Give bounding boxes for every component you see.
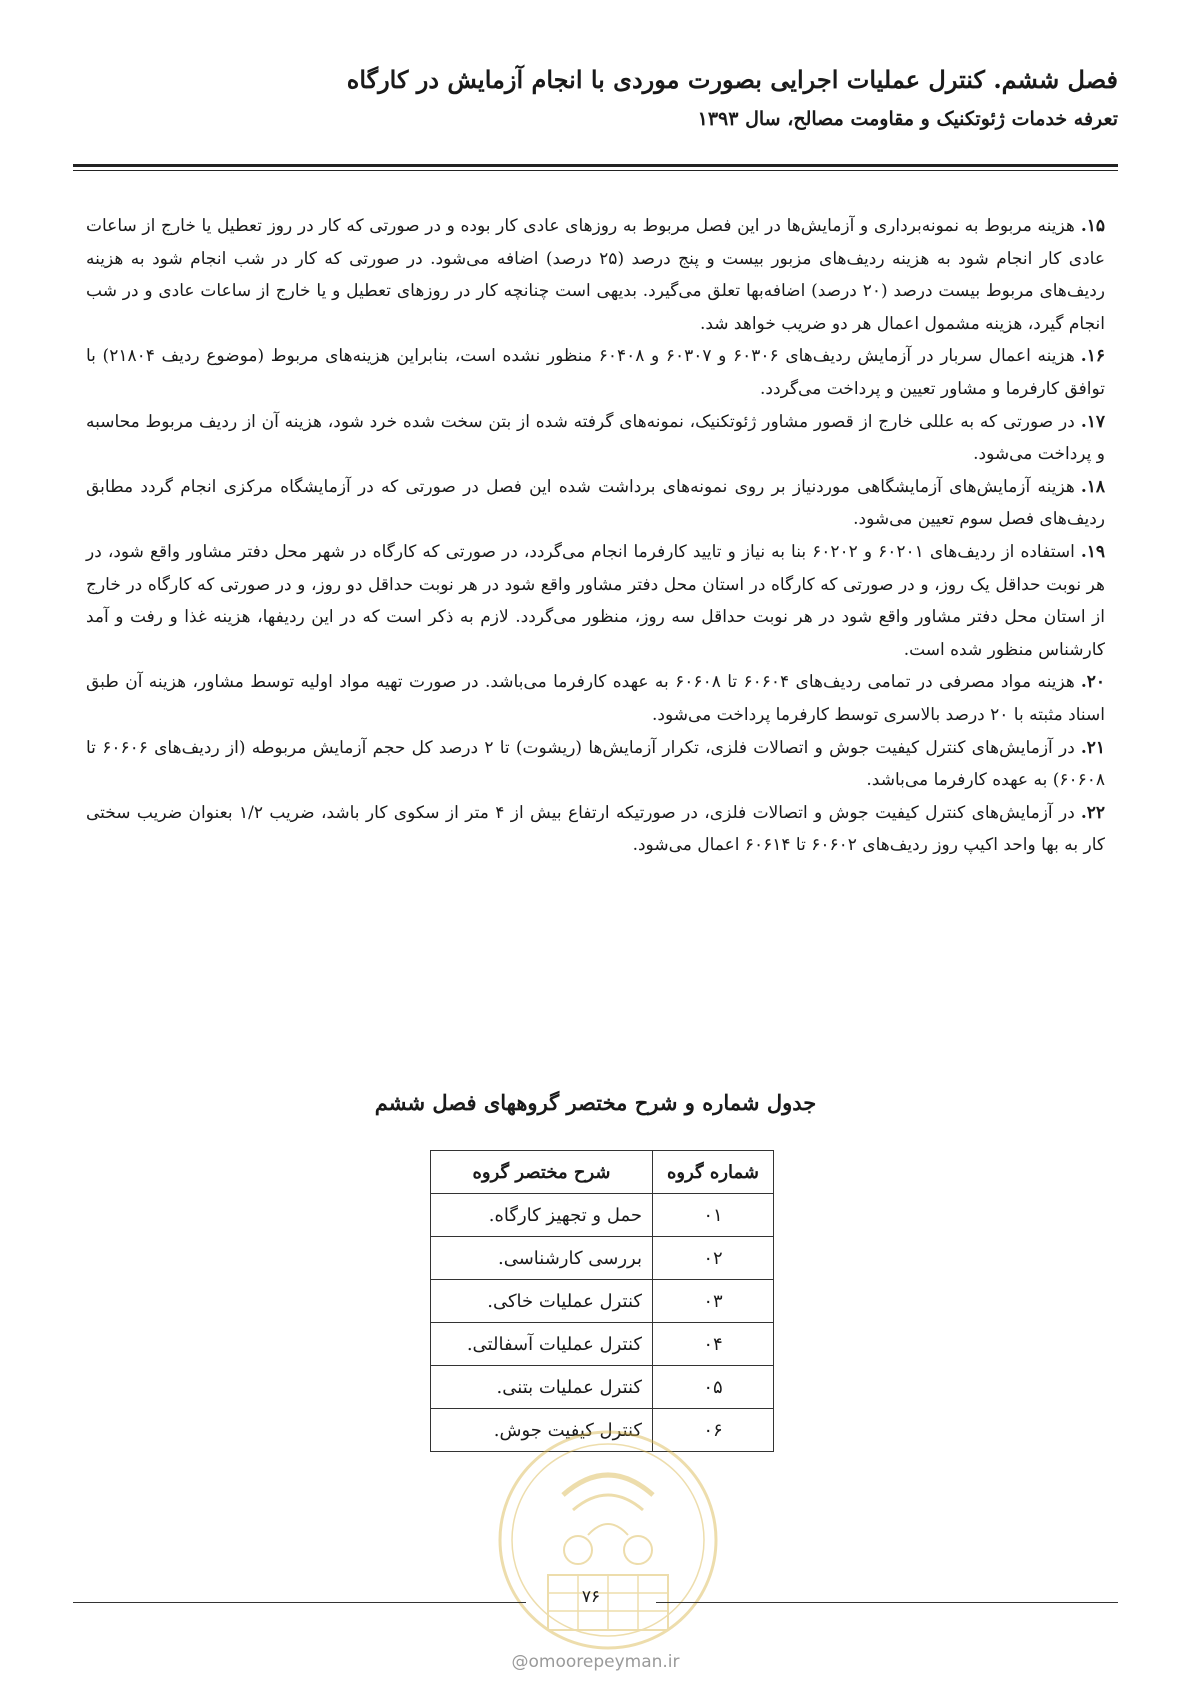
footer-rule-left [73,1602,526,1603]
page-number: ۷۶ [581,1587,601,1607]
groups-table [430,1150,774,1452]
note-item [86,797,1105,862]
group-description: کنترل عملیات خاکی. [431,1280,653,1323]
note-item [86,732,1105,797]
note-item [86,406,1105,471]
group-description: حمل و تجهیز کارگاه. [431,1194,653,1237]
group-description: کنترل عملیات بتنی. [431,1366,653,1409]
note-text: هزینه آزمایش‌های آزمایشگاهی موردنیاز بر روی نمونه‌های برداشت شده این فصل در صورتی که در آزمایشگاه مرکزی انجام گردد مطابق ردیف‌های فصل سوم تعیین می‌شود. [86,476,1105,530]
note-item [86,666,1105,731]
note-text: هزینه اعمال سربار در آزمایش ردیف‌های ۶۰۳۰۶ و ۶۰۳۰۷ و ۶۰۴۰۸ منظور نشده است، بنابراین هزینه‌های مربوط (موضوع ردیف ۲۱۸۰۴) با توافق کارفرما و مشاور تعیین و پرداخت می‌گردد. [86,346,1105,399]
note-number: ۲۲. [1080,802,1105,823]
page-header [73,58,1118,136]
note-text: در صورتی که به عللی خارج از قصور مشاور ژئوتکنیک، نمونه‌های گرفته شده از بتن سخت شده خرد شود، هزینه آن از ردیف مربوط محاسبه و پرداخت می‌شود. [86,411,1105,465]
group-code: ۰۲ [653,1237,774,1280]
note-number: ۱۸. [1080,476,1105,497]
note-number: ۱۵. [1080,216,1105,236]
note-item [86,210,1105,340]
chapter-title: فصل ششم. کنترل عملیات اجرایی بصورت موردی با انجام آزمایش در کارگاه [346,65,1118,94]
note-item [86,471,1105,536]
note-number: ۱۹. [1080,541,1105,562]
note-text: استفاده از ردیف‌های ۶۰۲۰۱ و ۶۰۲۰۲ بنا به نیاز و تایید کارفرما انجام می‌گردد، در صورتی که کارگاه در شهر محل دفتر مشاور واقع شود، در هر نوبت حداقل یک روز، و در صورتی که کارگاه در استان محل دفتر مشاور واقع شود در هر نوبت حداقل دو روز، و در صورتی که کارگاه در خارج از استان محل دفتر مشاور واقع شود در هر نوبت حداقل سه روز، منظور می‌گردد. لازم به ذکر است که در این ردیفها، هزینه غذا و رفت و آمد کارشناس منظور شده است. [86,541,1105,660]
notes-list [86,210,1105,862]
group-code: ۰۶ [653,1409,774,1452]
document-subtitle: تعرفه خدمات ژئوتکنیک و مقاومت مصالح، سال ۱۳۹۳ [697,108,1118,130]
note-number: ۱۶. [1080,346,1105,367]
group-code: ۰۳ [653,1280,774,1323]
note-item [86,340,1105,405]
note-item [86,536,1105,666]
table-row [431,1366,774,1409]
table-row [431,1280,774,1323]
group-description: کنترل کیفیت جوش. [431,1409,653,1452]
column-header-description: شرح مختصر گروه [431,1151,653,1194]
footer-rule-right [656,1602,1118,1603]
note-text: در آزمایش‌های کنترل کیفیت جوش و اتصالات فلزی، در صورتیکه ارتفاع بیش از ۴ متر از سکوی کار باشد، ضریب ۱/۲ بعنوان ضریب سختی کار به بها واحد اکیپ روز ردیف‌های ۶۰۶۰۲ تا ۶۰۶۱۴ اعمال می‌شود. [86,802,1105,856]
note-number: ۲۰. [1080,672,1105,693]
group-code: ۰۵ [653,1366,774,1409]
website-watermark: @omoorepeyman.ir [511,1652,680,1672]
group-code: ۰۱ [653,1194,774,1237]
note-number: ۲۱. [1080,737,1105,758]
note-text: هزینه مربوط به نمونه‌برداری و آزمایش‌ها در این فصل مربوط به روزهای عادی کار بوده و در صورتی که کار در روز تعطیل یا خارج از ساعات عادی کار انجام شود به هزینه ردیف‌های مزبور بیست و پنج درصد (۲۵ درصد) اضافه می‌شود. در صورتی که کار در شب انجام شود به هزینه ردیف‌های مربوط بیست درصد (۲۰ درصد) اضافه‌بها تعلق می‌گیرد. بدیهی است چنانچه کار در روزهای تعطیل و یا خارج از ساعات عادی و در شب انجام گیرد، هزینه مشمول اعمال هر دو ضریب خواهد شد. [86,216,1105,334]
table-header-row [431,1151,774,1194]
table-row [431,1237,774,1280]
table-row [431,1194,774,1237]
table-row [431,1323,774,1366]
table-title: جدول شماره و شرح مختصر گروههای فصل ششم [374,1090,817,1115]
group-description: کنترل عملیات آسفالتی. [431,1323,653,1366]
column-header-code: شماره گروه [653,1151,774,1194]
note-text: در آزمایش‌های کنترل کیفیت جوش و اتصالات فلزی، تکرار آزمایش‌ها (ریشوت) تا ۲ درصد کل حجم آزمایش مربوطه (از ردیف‌های ۶۰۶۰۶ تا ۶۰۶۰۸) به عهده کارفرما می‌باشد. [86,737,1105,791]
header-divider [73,164,1118,171]
group-code: ۰۴ [653,1323,774,1366]
note-number: ۱۷. [1080,411,1105,432]
note-text: هزینه مواد مصرفی در تمامی ردیف‌های ۶۰۶۰۴ تا ۶۰۶۰۸ به عهده کارفرما می‌باشد. در صورت تهیه مواد اولیه توسط مشاور، هزینه آن طبق اسناد مثبته با ۲۰ درصد بالاسری توسط کارفرما پرداخت می‌شود. [86,672,1105,725]
group-description: بررسی کارشناسی. [431,1237,653,1280]
seal-logo-icon [493,1425,723,1655]
